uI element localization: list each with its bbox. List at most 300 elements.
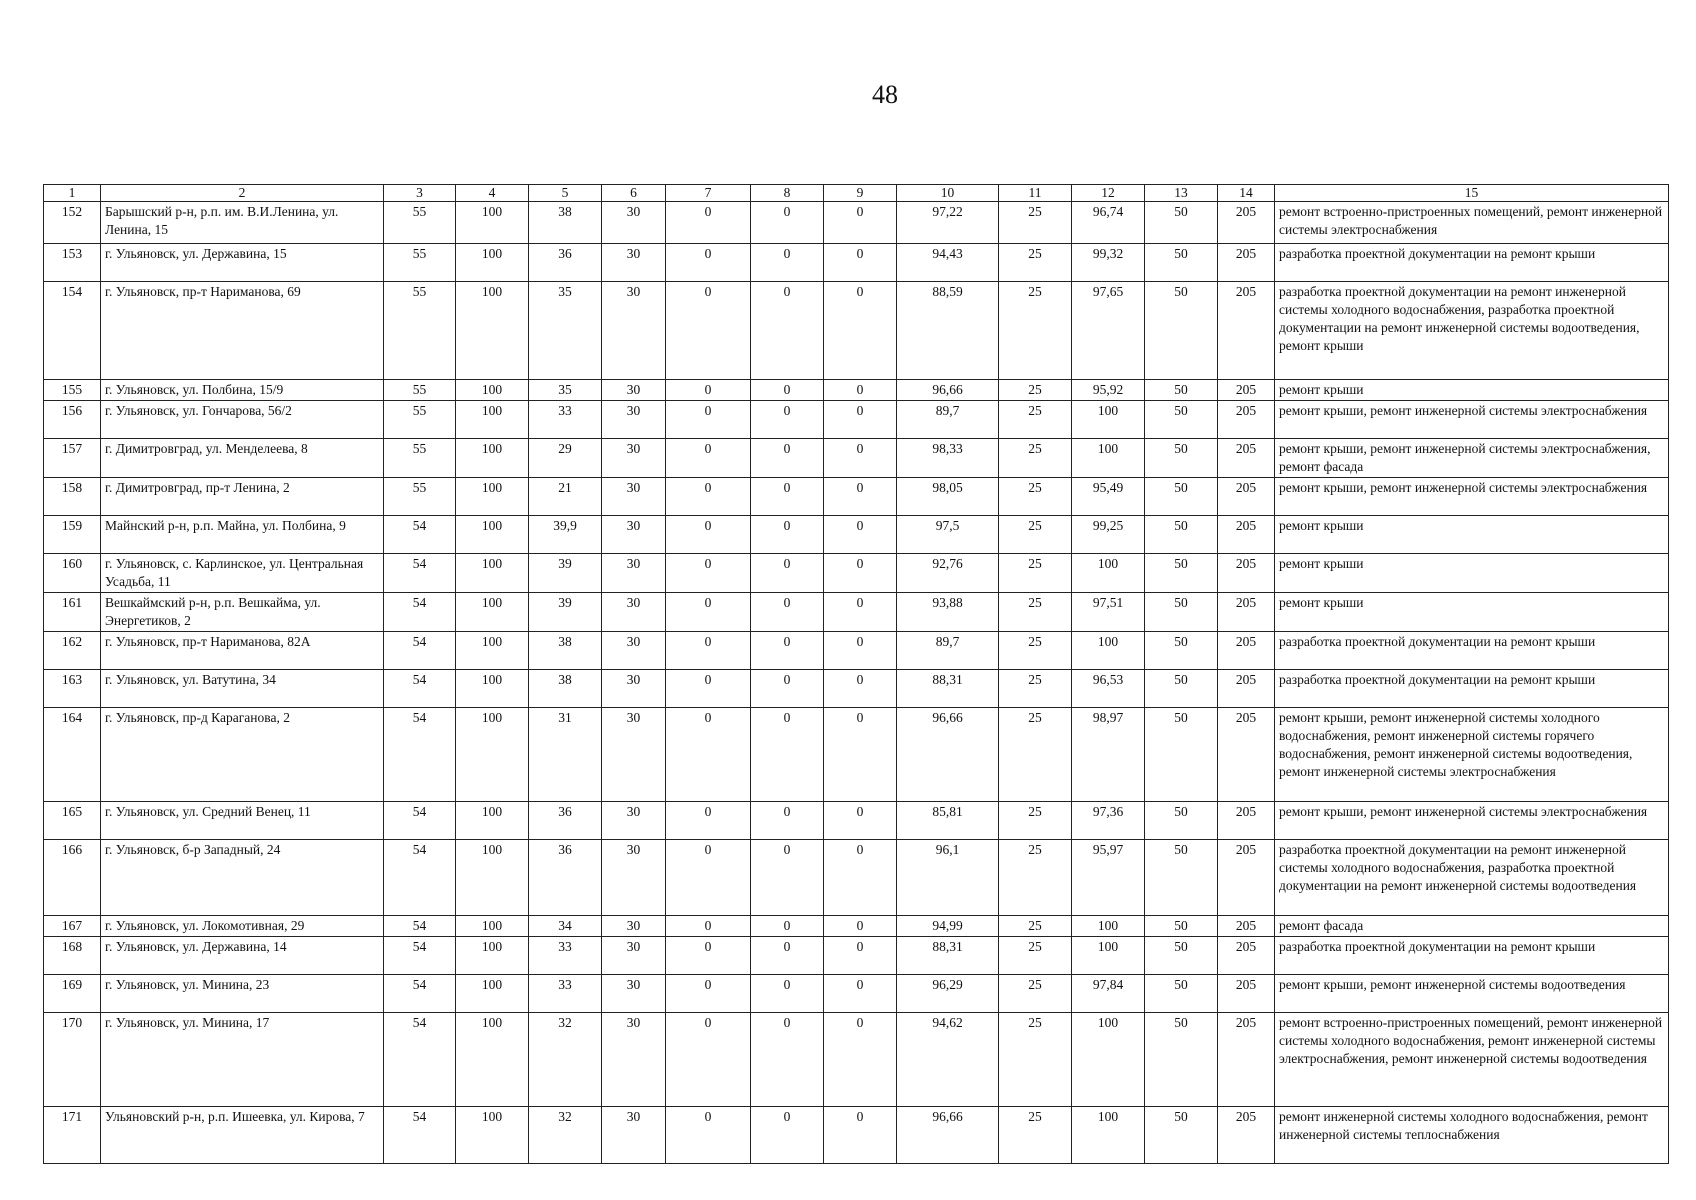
value-cell: 93,88 [897, 593, 999, 632]
table-row [44, 401, 1669, 439]
value-cell: 0 [666, 670, 751, 708]
value-cell: 50 [1145, 282, 1218, 380]
value-cell: 205 [1218, 1107, 1275, 1164]
value-cell: 94,43 [897, 244, 999, 282]
value-cell: 0 [751, 632, 824, 670]
value-cell: 55 [384, 282, 456, 380]
address-cell: г. Димитровград, пр-т Ленина, 2 [101, 478, 384, 516]
page-number: 48 [872, 80, 898, 109]
value-cell: 25 [999, 244, 1072, 282]
works-cell: ремонт крыши, ремонт инженерной системы электроснабжения [1275, 802, 1669, 840]
value-cell: 54 [384, 593, 456, 632]
value-cell: 0 [666, 937, 751, 975]
works-cell: ремонт крыши, ремонт инженерной системы электроснабжения [1275, 478, 1669, 516]
row-number: 166 [44, 840, 101, 916]
value-cell: 96,66 [897, 708, 999, 802]
value-cell: 38 [529, 202, 602, 244]
value-cell: 97,65 [1072, 282, 1145, 380]
value-cell: 25 [999, 478, 1072, 516]
value-cell: 205 [1218, 670, 1275, 708]
value-cell: 98,97 [1072, 708, 1145, 802]
value-cell: 36 [529, 840, 602, 916]
value-cell: 0 [751, 916, 824, 937]
value-cell: 38 [529, 670, 602, 708]
value-cell: 0 [666, 1013, 751, 1107]
address-cell: г. Ульяновск, ул. Локомотивная, 29 [101, 916, 384, 937]
address-cell: Ульяновский р-н, р.п. Ишеевка, ул. Кирова, 7 [101, 1107, 384, 1164]
col-header: 12 [1072, 185, 1145, 202]
value-cell: 96,1 [897, 840, 999, 916]
value-cell: 205 [1218, 380, 1275, 401]
value-cell: 54 [384, 554, 456, 593]
address-cell: г. Ульяновск, ул. Средний Венец, 11 [101, 802, 384, 840]
value-cell: 0 [751, 593, 824, 632]
row-number: 165 [44, 802, 101, 840]
value-cell: 97,51 [1072, 593, 1145, 632]
value-cell: 100 [456, 554, 529, 593]
value-cell: 25 [999, 401, 1072, 439]
address-cell: г. Ульяновск, пр-д Караганова, 2 [101, 708, 384, 802]
value-cell: 30 [602, 670, 666, 708]
value-cell: 85,81 [897, 802, 999, 840]
value-cell: 25 [999, 202, 1072, 244]
value-cell: 29 [529, 439, 602, 478]
value-cell: 0 [666, 282, 751, 380]
value-cell: 205 [1218, 840, 1275, 916]
value-cell: 0 [666, 840, 751, 916]
value-cell: 0 [824, 937, 897, 975]
value-cell: 39,9 [529, 516, 602, 554]
value-cell: 0 [824, 670, 897, 708]
value-cell: 100 [1072, 937, 1145, 975]
address-cell: Вешкаймский р-н, р.п. Вешкайма, ул. Энергетиков, 2 [101, 593, 384, 632]
works-cell: разработка проектной документации на ремонт крыши [1275, 632, 1669, 670]
value-cell: 96,53 [1072, 670, 1145, 708]
value-cell: 97,84 [1072, 975, 1145, 1013]
value-cell: 205 [1218, 708, 1275, 802]
value-cell: 0 [666, 202, 751, 244]
value-cell: 94,99 [897, 916, 999, 937]
table-row [44, 802, 1669, 840]
works-cell: разработка проектной документации на ремонт инженерной системы холодного водоснабжения, разработка проектной документации на ремонт инженерной системы водоотведения [1275, 840, 1669, 916]
value-cell: 95,92 [1072, 380, 1145, 401]
value-cell: 0 [824, 478, 897, 516]
value-cell: 0 [666, 554, 751, 593]
col-header: 1 [44, 185, 101, 202]
value-cell: 25 [999, 1107, 1072, 1164]
row-number: 169 [44, 975, 101, 1013]
value-cell: 95,49 [1072, 478, 1145, 516]
value-cell: 205 [1218, 554, 1275, 593]
row-number: 171 [44, 1107, 101, 1164]
col-header: 5 [529, 185, 602, 202]
value-cell: 50 [1145, 554, 1218, 593]
value-cell: 25 [999, 670, 1072, 708]
value-cell: 205 [1218, 282, 1275, 380]
address-cell: г. Ульяновск, пр-т Нариманова, 82А [101, 632, 384, 670]
value-cell: 0 [666, 593, 751, 632]
works-cell: разработка проектной документации на ремонт крыши [1275, 670, 1669, 708]
address-cell: г. Ульяновск, ул. Гончарова, 56/2 [101, 401, 384, 439]
value-cell: 50 [1145, 439, 1218, 478]
value-cell: 54 [384, 708, 456, 802]
value-cell: 35 [529, 282, 602, 380]
value-cell: 100 [456, 439, 529, 478]
value-cell: 0 [751, 202, 824, 244]
value-cell: 50 [1145, 1013, 1218, 1107]
value-cell: 100 [456, 840, 529, 916]
value-cell: 100 [1072, 554, 1145, 593]
value-cell: 205 [1218, 916, 1275, 937]
table-row [44, 937, 1669, 975]
value-cell: 55 [384, 439, 456, 478]
value-cell: 100 [1072, 401, 1145, 439]
value-cell: 0 [824, 632, 897, 670]
col-header: 15 [1275, 185, 1669, 202]
address-cell: г. Ульяновск, б-р Западный, 24 [101, 840, 384, 916]
value-cell: 30 [602, 554, 666, 593]
value-cell: 0 [666, 708, 751, 802]
value-cell: 96,66 [897, 380, 999, 401]
housing-repair-table [43, 184, 1669, 1164]
value-cell: 25 [999, 708, 1072, 802]
value-cell: 100 [1072, 1013, 1145, 1107]
value-cell: 205 [1218, 244, 1275, 282]
value-cell: 205 [1218, 1013, 1275, 1107]
table-row [44, 670, 1669, 708]
table-row [44, 282, 1669, 380]
value-cell: 30 [602, 202, 666, 244]
value-cell: 99,32 [1072, 244, 1145, 282]
value-cell: 205 [1218, 937, 1275, 975]
value-cell: 205 [1218, 478, 1275, 516]
value-cell: 0 [824, 554, 897, 593]
value-cell: 0 [751, 975, 824, 1013]
value-cell: 0 [666, 1107, 751, 1164]
value-cell: 100 [1072, 439, 1145, 478]
works-cell: ремонт крыши [1275, 554, 1669, 593]
table-row [44, 708, 1669, 802]
value-cell: 97,22 [897, 202, 999, 244]
value-cell: 36 [529, 802, 602, 840]
works-cell: ремонт крыши [1275, 593, 1669, 632]
address-cell: г. Димитровград, ул. Менделеева, 8 [101, 439, 384, 478]
value-cell: 30 [602, 916, 666, 937]
works-cell: ремонт инженерной системы холодного водоснабжения, ремонт инженерной системы теплоснабжения [1275, 1107, 1669, 1164]
value-cell: 50 [1145, 937, 1218, 975]
value-cell: 30 [602, 708, 666, 802]
table-row [44, 1107, 1669, 1164]
value-cell: 30 [602, 593, 666, 632]
value-cell: 0 [751, 439, 824, 478]
value-cell: 205 [1218, 516, 1275, 554]
value-cell: 96,66 [897, 1107, 999, 1164]
value-cell: 25 [999, 282, 1072, 380]
value-cell: 88,59 [897, 282, 999, 380]
value-cell: 205 [1218, 401, 1275, 439]
value-cell: 54 [384, 1013, 456, 1107]
value-cell: 50 [1145, 401, 1218, 439]
value-cell: 205 [1218, 439, 1275, 478]
value-cell: 100 [456, 1107, 529, 1164]
value-cell: 205 [1218, 632, 1275, 670]
value-cell: 55 [384, 202, 456, 244]
address-cell: г. Ульяновск, ул. Минина, 17 [101, 1013, 384, 1107]
value-cell: 30 [602, 1107, 666, 1164]
value-cell: 30 [602, 632, 666, 670]
value-cell: 205 [1218, 975, 1275, 1013]
value-cell: 100 [456, 202, 529, 244]
value-cell: 50 [1145, 1107, 1218, 1164]
address-cell: г. Ульяновск, пр-т Нариманова, 69 [101, 282, 384, 380]
table-row [44, 244, 1669, 282]
table-row [44, 1013, 1669, 1107]
value-cell: 0 [751, 380, 824, 401]
value-cell: 0 [824, 401, 897, 439]
row-number: 156 [44, 401, 101, 439]
value-cell: 0 [666, 916, 751, 937]
value-cell: 54 [384, 632, 456, 670]
works-cell: ремонт фасада [1275, 916, 1669, 937]
value-cell: 50 [1145, 202, 1218, 244]
col-header: 8 [751, 185, 824, 202]
works-cell: разработка проектной документации на ремонт крыши [1275, 244, 1669, 282]
col-header: 7 [666, 185, 751, 202]
value-cell: 0 [824, 840, 897, 916]
table-row [44, 916, 1669, 937]
value-cell: 205 [1218, 802, 1275, 840]
value-cell: 50 [1145, 380, 1218, 401]
value-cell: 0 [751, 401, 824, 439]
value-cell: 25 [999, 516, 1072, 554]
address-cell: Барышский р-н, р.п. им. В.И.Ленина, ул. Ленина, 15 [101, 202, 384, 244]
value-cell: 0 [666, 632, 751, 670]
row-number: 160 [44, 554, 101, 593]
table-row [44, 380, 1669, 401]
value-cell: 0 [666, 478, 751, 516]
value-cell: 34 [529, 916, 602, 937]
row-number: 161 [44, 593, 101, 632]
value-cell: 0 [666, 244, 751, 282]
value-cell: 21 [529, 478, 602, 516]
value-cell: 30 [602, 840, 666, 916]
value-cell: 96,29 [897, 975, 999, 1013]
row-number: 158 [44, 478, 101, 516]
table-row [44, 975, 1669, 1013]
value-cell: 25 [999, 802, 1072, 840]
value-cell: 98,05 [897, 478, 999, 516]
works-cell: ремонт крыши, ремонт инженерной системы электроснабжения, ремонт фасада [1275, 439, 1669, 478]
value-cell: 100 [456, 937, 529, 975]
value-cell: 50 [1145, 478, 1218, 516]
row-number: 163 [44, 670, 101, 708]
address-cell: г. Ульяновск, ул. Минина, 23 [101, 975, 384, 1013]
value-cell: 100 [456, 975, 529, 1013]
table-row [44, 632, 1669, 670]
value-cell: 25 [999, 593, 1072, 632]
value-cell: 205 [1218, 593, 1275, 632]
value-cell: 54 [384, 916, 456, 937]
table-row [44, 202, 1669, 244]
value-cell: 0 [751, 554, 824, 593]
col-header: 11 [999, 185, 1072, 202]
value-cell: 50 [1145, 916, 1218, 937]
value-cell: 100 [456, 282, 529, 380]
address-cell: г. Ульяновск, ул. Державина, 14 [101, 937, 384, 975]
value-cell: 0 [824, 380, 897, 401]
works-cell: ремонт встроенно-пристроенных помещений, ремонт инженерной системы холодного водоснабжения, ремонт инженерной системы электроснабжения, ремонт инженерной системы водоотведения [1275, 1013, 1669, 1107]
value-cell: 0 [824, 1013, 897, 1107]
table-row [44, 554, 1669, 593]
value-cell: 0 [824, 516, 897, 554]
value-cell: 50 [1145, 593, 1218, 632]
col-header: 6 [602, 185, 666, 202]
row-number: 154 [44, 282, 101, 380]
value-cell: 0 [751, 670, 824, 708]
col-header: 3 [384, 185, 456, 202]
table-row [44, 516, 1669, 554]
value-cell: 0 [751, 1107, 824, 1164]
value-cell: 54 [384, 937, 456, 975]
table-row [44, 478, 1669, 516]
value-cell: 100 [456, 380, 529, 401]
works-cell: ремонт крыши [1275, 380, 1669, 401]
value-cell: 0 [666, 516, 751, 554]
value-cell: 0 [666, 975, 751, 1013]
address-cell: г. Ульяновск, ул. Ватутина, 34 [101, 670, 384, 708]
value-cell: 32 [529, 1107, 602, 1164]
value-cell: 0 [666, 380, 751, 401]
value-cell: 25 [999, 1013, 1072, 1107]
value-cell: 30 [602, 516, 666, 554]
row-number: 152 [44, 202, 101, 244]
value-cell: 55 [384, 380, 456, 401]
row-number: 168 [44, 937, 101, 975]
value-cell: 0 [824, 439, 897, 478]
row-number: 162 [44, 632, 101, 670]
value-cell: 54 [384, 840, 456, 916]
value-cell: 30 [602, 937, 666, 975]
value-cell: 30 [602, 244, 666, 282]
row-number: 155 [44, 380, 101, 401]
value-cell: 54 [384, 802, 456, 840]
value-cell: 50 [1145, 802, 1218, 840]
works-cell: ремонт крыши, ремонт инженерной системы водоотведения [1275, 975, 1669, 1013]
value-cell: 54 [384, 516, 456, 554]
value-cell: 205 [1218, 202, 1275, 244]
value-cell: 100 [1072, 1107, 1145, 1164]
table-row [44, 840, 1669, 916]
value-cell: 100 [456, 670, 529, 708]
value-cell: 0 [751, 516, 824, 554]
value-cell: 25 [999, 840, 1072, 916]
address-cell: г. Ульяновск, ул. Полбина, 15/9 [101, 380, 384, 401]
value-cell: 25 [999, 554, 1072, 593]
value-cell: 54 [384, 1107, 456, 1164]
value-cell: 50 [1145, 840, 1218, 916]
value-cell: 31 [529, 708, 602, 802]
value-cell: 0 [666, 439, 751, 478]
address-cell: Майнский р-н, р.п. Майна, ул. Полбина, 9 [101, 516, 384, 554]
table-row [44, 439, 1669, 478]
value-cell: 25 [999, 439, 1072, 478]
works-cell: ремонт крыши, ремонт инженерной системы холодного водоснабжения, ремонт инженерной системы горячего водоснабжения, ремонт инженерной системы водоотведения, ремонт инженерной системы электроснабжения [1275, 708, 1669, 802]
value-cell: 25 [999, 916, 1072, 937]
value-cell: 0 [824, 282, 897, 380]
value-cell: 30 [602, 282, 666, 380]
address-cell: г. Ульяновск, ул. Державина, 15 [101, 244, 384, 282]
value-cell: 50 [1145, 516, 1218, 554]
value-cell: 25 [999, 380, 1072, 401]
value-cell: 0 [824, 975, 897, 1013]
value-cell: 39 [529, 554, 602, 593]
row-number: 157 [44, 439, 101, 478]
value-cell: 30 [602, 401, 666, 439]
value-cell: 100 [456, 593, 529, 632]
value-cell: 0 [824, 802, 897, 840]
value-cell: 0 [751, 802, 824, 840]
col-header: 9 [824, 185, 897, 202]
value-cell: 100 [456, 632, 529, 670]
value-cell: 100 [456, 916, 529, 937]
value-cell: 0 [751, 244, 824, 282]
value-cell: 0 [824, 593, 897, 632]
header-row [44, 185, 1669, 202]
value-cell: 25 [999, 975, 1072, 1013]
value-cell: 36 [529, 244, 602, 282]
value-cell: 38 [529, 632, 602, 670]
value-cell: 39 [529, 593, 602, 632]
table-row [44, 593, 1669, 632]
value-cell: 100 [456, 516, 529, 554]
value-cell: 0 [824, 202, 897, 244]
value-cell: 100 [456, 478, 529, 516]
value-cell: 30 [602, 380, 666, 401]
value-cell: 33 [529, 937, 602, 975]
value-cell: 30 [602, 478, 666, 516]
value-cell: 0 [666, 401, 751, 439]
value-cell: 99,25 [1072, 516, 1145, 554]
row-number: 153 [44, 244, 101, 282]
address-cell: г. Ульяновск, с. Карлинское, ул. Центральная Усадьба, 11 [101, 554, 384, 593]
works-cell: ремонт встроенно-пристроенных помещений, ремонт инженерной системы электроснабжения [1275, 202, 1669, 244]
value-cell: 97,36 [1072, 802, 1145, 840]
col-header: 2 [101, 185, 384, 202]
value-cell: 33 [529, 975, 602, 1013]
value-cell: 0 [824, 916, 897, 937]
value-cell: 94,62 [897, 1013, 999, 1107]
value-cell: 89,7 [897, 632, 999, 670]
works-cell: разработка проектной документации на ремонт крыши [1275, 937, 1669, 975]
value-cell: 98,33 [897, 439, 999, 478]
value-cell: 50 [1145, 244, 1218, 282]
value-cell: 30 [602, 439, 666, 478]
value-cell: 0 [824, 708, 897, 802]
value-cell: 100 [456, 401, 529, 439]
value-cell: 54 [384, 975, 456, 1013]
row-number: 170 [44, 1013, 101, 1107]
value-cell: 100 [456, 244, 529, 282]
row-number: 167 [44, 916, 101, 937]
value-cell: 50 [1145, 708, 1218, 802]
value-cell: 88,31 [897, 937, 999, 975]
value-cell: 100 [1072, 632, 1145, 670]
value-cell: 30 [602, 975, 666, 1013]
value-cell: 0 [751, 840, 824, 916]
value-cell: 25 [999, 937, 1072, 975]
works-cell: ремонт крыши [1275, 516, 1669, 554]
value-cell: 100 [1072, 916, 1145, 937]
